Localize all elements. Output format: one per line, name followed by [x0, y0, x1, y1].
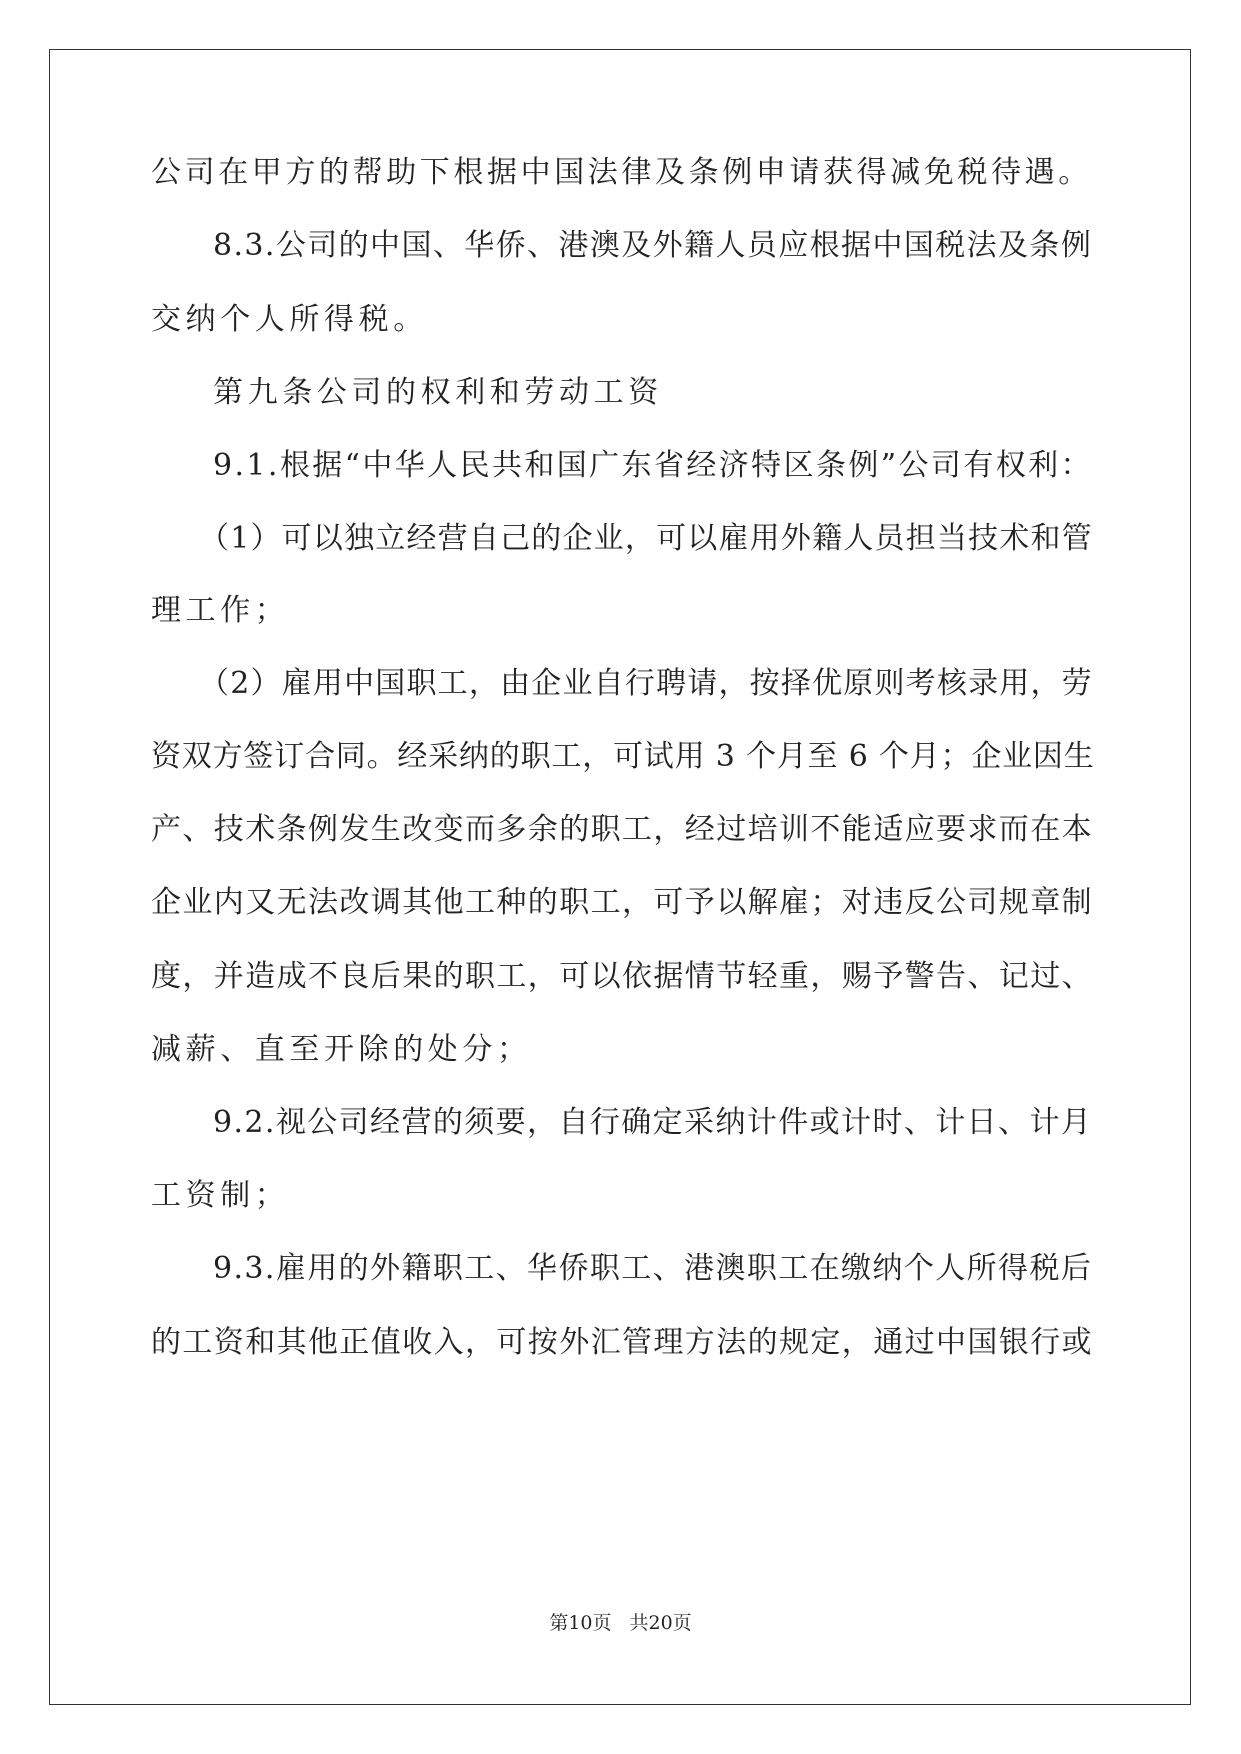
- text-line: 工资制；: [151, 1178, 290, 1213]
- page-number: 第10页: [549, 1612, 612, 1634]
- text-line: 9.3.雇用的外籍职工、华侨职工、港澳职工在缴纳个人所得税后: [213, 1251, 1093, 1286]
- text-line: （2）雇用中国职工，由企业自行聘请，按择优原则考核录用，劳: [199, 666, 1093, 701]
- text-line: （1）可以独立经营自己的企业，可以雇用外籍人员担当技术和管: [199, 521, 1093, 556]
- text-line: 9.1.根据“中华人民共和国广东省经济特区条例”公司有权利：: [213, 448, 1093, 483]
- text-line: 公司在甲方的帮助下根据中国法律及条例申请获得减免税待遇。: [151, 155, 1092, 190]
- text-line: 度，并造成不良后果的职工，可以依据情节轻重，赐予警告、记过、: [151, 959, 1093, 994]
- text-line: 的工资和其他正值收入，可按外汇管理方法的规定，通过中国银行或: [151, 1325, 1093, 1360]
- text-line: 企业内又无法改调其他工种的职工，可予以解雇；对违反公司规章制: [151, 885, 1093, 920]
- text-line: 交纳个人所得税。: [151, 302, 428, 337]
- text-line: 理工作；: [151, 593, 290, 628]
- page-total: 共20页: [629, 1612, 692, 1634]
- page-footer: [0, 1610, 1241, 1636]
- page-border: [49, 49, 1191, 1705]
- section-heading: 第九条公司的权利和劳动工资: [213, 375, 663, 410]
- text-line: 产、技术条例发生改变而多余的职工，经过培训不能适应要求而在本: [151, 812, 1093, 847]
- text-line: 8.3.公司的中国、华侨、港澳及外籍人员应根据中国税法及条例: [213, 228, 1093, 263]
- text-line: 9.2.视公司经营的须要，自行确定采纳计件或计时、计日、计月: [213, 1105, 1093, 1140]
- text-line: 减薪、直至开除的处分；: [151, 1032, 532, 1067]
- text-line: 资双方签订合同。经采纳的职工，可试用 3 个月至 6 个月；企业因生: [151, 739, 1095, 774]
